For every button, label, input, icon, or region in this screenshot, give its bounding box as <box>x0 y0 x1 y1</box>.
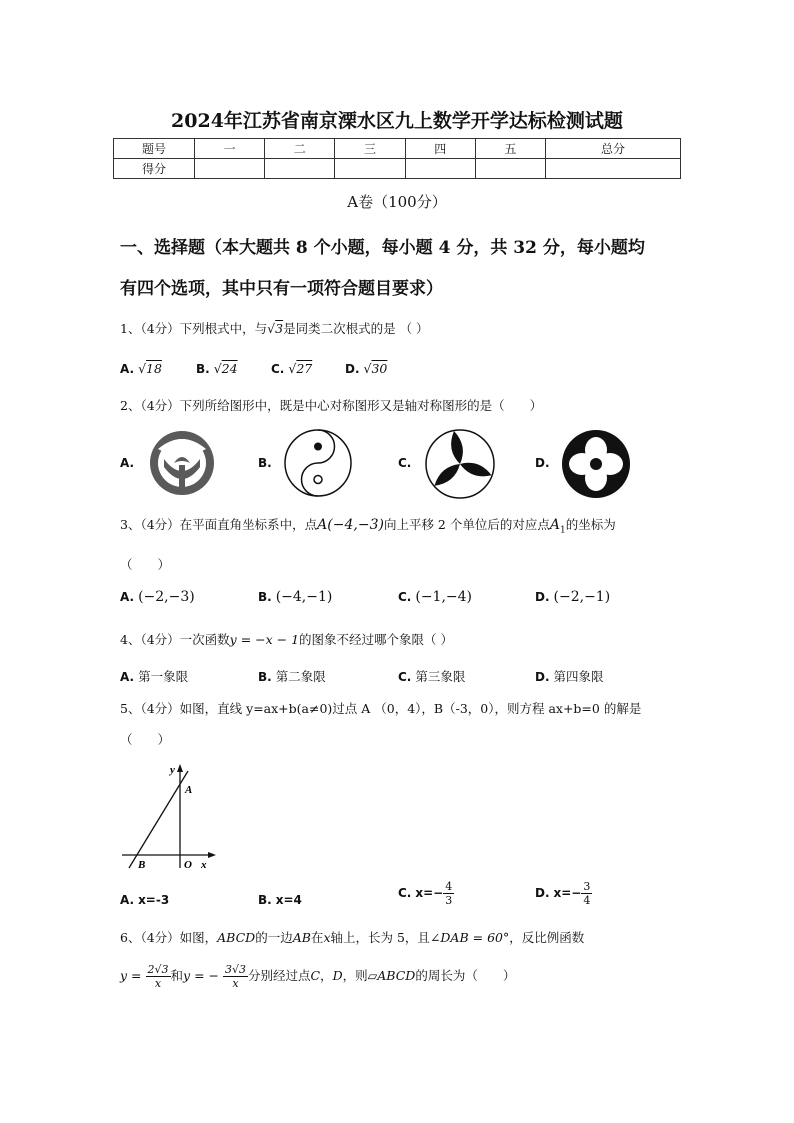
q5-option-d[interactable] <box>535 880 592 907</box>
q4-option-d[interactable] <box>535 667 604 685</box>
stem-text: 分别经过点 <box>248 968 311 983</box>
origin-label: O <box>184 859 192 871</box>
option-text: (−1,−4) <box>415 589 473 605</box>
point-a: A(−4,−3) <box>317 517 384 533</box>
q3-option-b[interactable] <box>258 589 332 605</box>
table-cell: 三 <box>335 139 405 159</box>
radicand: 30 <box>371 361 388 376</box>
stem-text: 向上平移 2 个单位后的对应点 <box>383 517 550 532</box>
option-letter: B. <box>196 362 210 376</box>
option-letter: C. <box>271 362 285 376</box>
fraction <box>581 880 592 907</box>
yin-yang-figure[interactable] <box>283 428 353 498</box>
fraction-denominator: 4 <box>583 894 591 907</box>
q2-option-c-label[interactable] <box>398 455 411 470</box>
table-cell: 总分 <box>546 139 681 159</box>
emblem-figure[interactable] <box>148 429 216 497</box>
sqrt-icon: √ <box>213 361 222 376</box>
option-text: x=− <box>415 886 444 900</box>
option-text: 第二象限 <box>275 669 326 684</box>
score-input-cell[interactable] <box>265 159 335 179</box>
fraction-denominator: 3 <box>445 894 453 907</box>
fraction-numerator: 3√3 <box>224 963 246 976</box>
fraction-numerator: 2√3 <box>147 963 169 976</box>
q2-option-b-label[interactable] <box>258 455 272 470</box>
q4-option-a[interactable] <box>120 667 188 685</box>
option-text: x=-3 <box>138 893 170 907</box>
q2-option-a-label[interactable] <box>120 455 134 470</box>
option-letter: B. <box>258 893 272 907</box>
score-input-cell[interactable] <box>546 159 681 179</box>
point-a1: A <box>549 517 560 533</box>
q3-option-d[interactable] <box>535 589 610 605</box>
option-letter: A. <box>120 670 135 684</box>
score-input-cell[interactable] <box>335 159 405 179</box>
score-input-cell[interactable] <box>195 159 265 179</box>
fraction <box>443 880 454 907</box>
fraction-denominator: x <box>154 977 162 990</box>
q3-option-c[interactable] <box>398 589 472 605</box>
table-cell: 四 <box>405 139 475 159</box>
option-text: x=4 <box>275 893 302 907</box>
q1-option-d[interactable] <box>345 361 387 376</box>
stem-text: 的周长为（ ） <box>415 968 516 983</box>
exam-title: 2024年江苏省南京溧水区九上数学开学达标检测试题 <box>171 110 623 132</box>
stem-text: 的坐标为 <box>565 517 616 532</box>
stem-text: ，则 <box>342 968 368 983</box>
option-letter: D. <box>535 590 550 604</box>
radicand: 27 <box>296 361 313 376</box>
section-heading-line2: 有四个选项，其中只有一项符合题目要求） <box>120 279 443 299</box>
sqrt-icon: √ <box>267 321 276 336</box>
point-label-a: A <box>185 784 193 796</box>
option-letter: D. <box>535 456 550 470</box>
x-axis-arrow-icon <box>208 852 216 858</box>
x-variable: x <box>323 930 331 945</box>
score-table <box>113 138 681 179</box>
table-cell: 题号 <box>114 139 195 159</box>
formula: y = −x − 1 <box>229 632 300 647</box>
option-letter: B. <box>258 670 272 684</box>
table-cell: 二 <box>265 139 335 159</box>
stem-text: 1、（4分）下列根式中，与 <box>120 321 268 336</box>
option-text: (−2,−1) <box>553 589 611 605</box>
question-3-stem <box>120 515 616 536</box>
axis-label-y: y <box>170 764 175 776</box>
radicand: 24 <box>221 361 238 376</box>
option-letter: C. <box>398 670 412 684</box>
score-input-cell[interactable] <box>475 159 545 179</box>
stem-text: 和 <box>170 968 184 983</box>
radicand: 3 <box>275 321 284 336</box>
parallelogram-symbol: ▱ABCD <box>367 968 416 983</box>
q5-option-c[interactable] <box>398 880 454 907</box>
point-a1-subscript: 1 <box>559 525 566 536</box>
stem-text: 在 <box>310 930 324 945</box>
option-letter: A. <box>120 590 135 604</box>
line-ab <box>129 771 188 868</box>
q1-option-a[interactable] <box>120 361 162 376</box>
option-letter: D. <box>345 362 360 376</box>
section-heading-line1: 一、选择题（本大题共 8 个小题，每小题 4 分，共 32 分，每小题均 <box>120 238 645 258</box>
q2-option-d-label[interactable] <box>535 455 550 470</box>
q4-option-c[interactable] <box>398 667 465 685</box>
stem-text: ， <box>320 968 333 983</box>
q1-option-c[interactable] <box>271 361 312 376</box>
stem-text: 4、（4分）一次函数 <box>120 632 230 647</box>
fraction <box>146 963 171 990</box>
volume-heading: A卷（100分） <box>347 193 447 211</box>
option-letter: C. <box>398 590 412 604</box>
stem-text: 轴上，长为 5，且 <box>330 930 430 945</box>
function-2-lhs: y = − <box>183 968 219 983</box>
option-letter: D. <box>535 886 550 900</box>
option-letter: B. <box>258 456 272 470</box>
option-letter: B. <box>258 590 272 604</box>
fraction-numerator: 3 <box>583 880 591 893</box>
q4-option-b[interactable] <box>258 667 326 685</box>
stem-text: 是同类二次根式的是 （ ） <box>283 321 429 336</box>
stem-text: 的一边 <box>255 930 293 945</box>
sqrt-icon: √ <box>138 361 147 376</box>
line-graph-figure <box>118 758 222 872</box>
fraction-numerator: 4 <box>445 880 453 893</box>
y-axis-arrow-icon <box>177 764 183 772</box>
point-c: C <box>310 968 321 983</box>
stem-text: 6、（4分）如图， <box>120 930 218 945</box>
parallelogram-name: ABCD <box>217 930 256 945</box>
option-text: 第一象限 <box>138 669 189 684</box>
question-1-stem <box>120 319 429 337</box>
radicand: 18 <box>146 361 162 376</box>
segment-ab: AB <box>292 930 311 945</box>
sqrt-icon: √ <box>288 361 297 376</box>
axis-label-x: x <box>201 859 207 871</box>
fraction-denominator: x <box>232 977 239 990</box>
question-5-stem: 5、（4分）如图，直线 y=ax+b(a≠0)过点 A （0，4），B（-3，0），则方程 ax+b=0 的解是 <box>120 701 642 716</box>
q3-option-a[interactable] <box>120 589 195 605</box>
question-4-stem <box>120 630 453 648</box>
point-label-b: B <box>138 859 146 871</box>
stem-text: ，反比例函数 <box>509 930 585 945</box>
option-text: 第三象限 <box>415 669 466 684</box>
option-letter: A. <box>120 893 135 907</box>
question-5-paren: （ ） <box>120 732 171 747</box>
q5-option-a[interactable] <box>120 892 169 907</box>
point-d: D <box>332 968 343 983</box>
q5-option-b[interactable] <box>258 892 302 907</box>
option-text: (−4,−1) <box>275 589 333 605</box>
table-cell: 一 <box>195 139 265 159</box>
score-table-score-row <box>114 159 681 179</box>
question-3-paren: （ ） <box>120 557 171 572</box>
fraction <box>223 963 248 990</box>
sqrt-icon: √ <box>363 361 372 376</box>
option-text: x=− <box>553 886 582 900</box>
angle-dab: ∠DAB = 60° <box>429 930 510 945</box>
question-6-stem-line2 <box>120 963 515 990</box>
option-letter: D. <box>535 670 550 684</box>
score-table-header-row <box>114 139 681 159</box>
option-letter: C. <box>398 886 412 900</box>
function-1-lhs: y = <box>120 968 142 983</box>
option-text: (−2,−3) <box>138 589 195 605</box>
table-cell: 五 <box>475 139 545 159</box>
option-letter: C. <box>398 456 412 470</box>
option-text: 第四象限 <box>553 669 604 684</box>
option-letter: A. <box>120 456 135 470</box>
option-letter: A. <box>120 362 135 376</box>
stem-text: 3、（4分）在平面直角坐标系中，点 <box>120 517 318 532</box>
stem-text: 的图象不经过哪个象限（ ） <box>299 632 454 647</box>
score-input-cell[interactable] <box>405 159 475 179</box>
question-2-stem: 2、（4分）下列所给图形中，既是中心对称图形又是轴对称图形的是（ ） <box>120 398 543 413</box>
question-6-stem-line1 <box>120 928 584 946</box>
three-blade-figure[interactable] <box>424 428 496 500</box>
q1-option-b[interactable] <box>196 361 238 376</box>
table-cell: 得分 <box>114 159 195 179</box>
four-petal-figure[interactable] <box>560 428 632 500</box>
